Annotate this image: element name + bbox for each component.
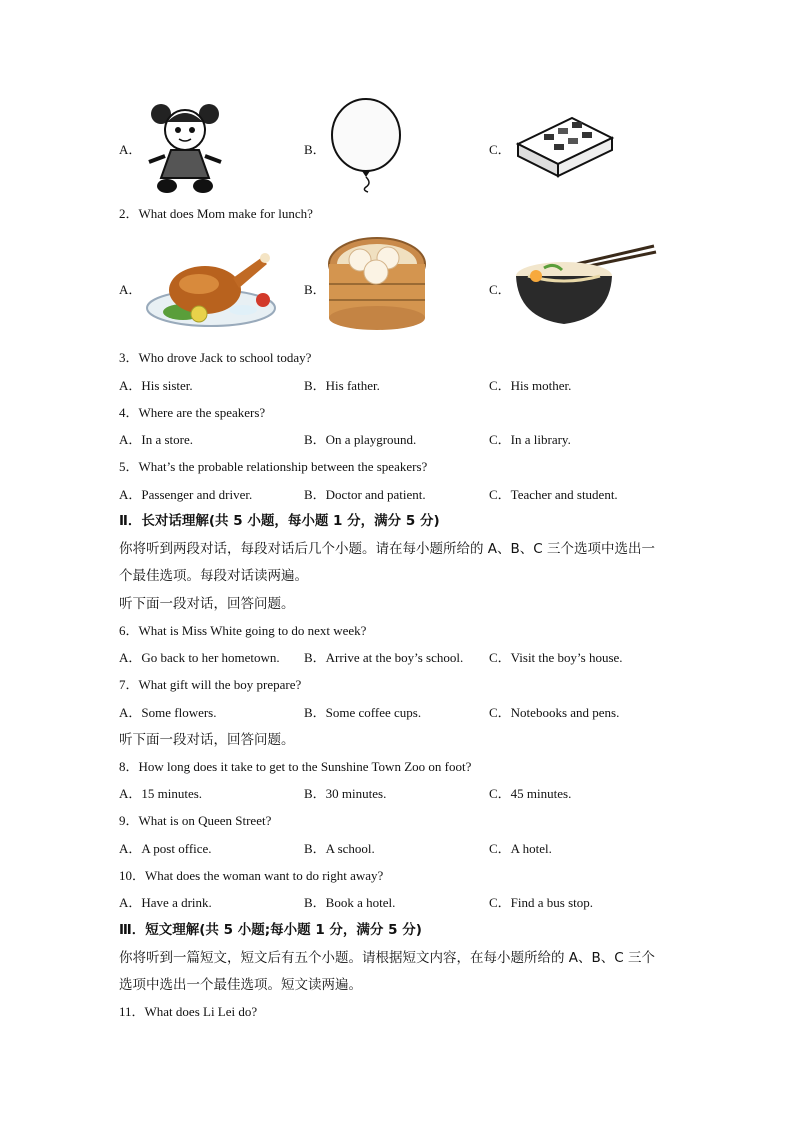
- q4-option-c: C．In a library.: [489, 432, 571, 447]
- q6-question: 6．What is Miss White going to do next week?: [119, 623, 367, 638]
- q7-option-b: B．Some coffee cups.: [304, 705, 422, 720]
- q1-option-a-label: A．: [119, 142, 142, 157]
- q1-option-b-label: B．: [304, 142, 326, 157]
- q9-option-a: A．A post office.: [119, 841, 212, 856]
- q10-option-c: C．Find a bus stop.: [489, 895, 594, 910]
- q6-option-c: C．Visit the boy’s house.: [489, 650, 623, 665]
- q4-option-a: A．In a store.: [119, 432, 194, 447]
- q3-option-b: B．His father.: [304, 378, 380, 393]
- q8-option-a: A．15 minutes.: [119, 786, 203, 801]
- q2-option-a-label: A．: [119, 282, 142, 297]
- q9-option-c: C．A hotel.: [489, 841, 552, 856]
- q7-question: 7．What gift will the boy prepare?: [119, 677, 302, 692]
- q10-question: 10．What does the woman want to do right away?: [119, 868, 384, 883]
- roast-chicken-icon: [143, 238, 279, 330]
- section-2-title: Ⅱ．长对话理解(共 5 小题，每小题 1 分，满分 5 分): [119, 513, 440, 529]
- section-3-instruction-1: 你将听到一篇短文，短文后有五个小题。请根据短文内容，在每小题所给的 A、B、C 三个: [119, 950, 656, 966]
- q5-option-a: A．Passenger and driver.: [119, 487, 253, 502]
- section-2-instruction-2: 个最佳选项。每段对话读两遍。: [119, 568, 308, 584]
- q8-question: 8．How long does it take to get to the Sunshine Town Zoo on foot?: [119, 759, 472, 774]
- q2-option-b-label: B．: [304, 282, 326, 297]
- q4-question: 4．Where are the speakers?: [119, 405, 266, 420]
- q5-option-b: B．Doctor and patient.: [304, 487, 426, 502]
- section-3-title: Ⅲ．短文理解(共 5 小题;每小题 1 分，满分 5 分): [119, 922, 422, 938]
- q2-option-c-label: C．: [489, 282, 511, 297]
- q8-option-c: C．45 minutes.: [489, 786, 572, 801]
- q7-option-c: C．Notebooks and pens.: [489, 705, 620, 720]
- q4-option-b: B．On a playground.: [304, 432, 417, 447]
- q5-option-c: C．Teacher and student.: [489, 487, 618, 502]
- q11-question: 11．What does Li Lei do?: [119, 1004, 258, 1019]
- q10-option-a: A．Have a drink.: [119, 895, 212, 910]
- section-2-listen-1: 听下面一段对话，回答问题。: [119, 596, 295, 612]
- q2-question: 2．What does Mom make for lunch?: [119, 206, 313, 221]
- q5-question: 5．What’s the probable relationship between the speakers?: [119, 459, 428, 474]
- q6-option-b: B．Arrive at the boy’s school.: [304, 650, 464, 665]
- noodle-bowl-icon: [514, 242, 658, 328]
- section-2-listen-2: 听下面一段对话，回答问题。: [119, 732, 295, 748]
- section-3-instruction-2: 选项中选出一个最佳选项。短文读两遍。: [119, 977, 362, 993]
- section-2-instruction-1: 你将听到两段对话，每段对话后几个小题。请在每小题所给的 A、B、C 三个选项中选出一: [119, 541, 656, 557]
- q9-question: 9．What is on Queen Street?: [119, 813, 272, 828]
- q6-option-a: A．Go back to her hometown.: [119, 650, 280, 665]
- q7-option-a: A．Some flowers.: [119, 705, 217, 720]
- steamed-buns-icon: [326, 234, 428, 332]
- q9-option-b: B．A school.: [304, 841, 375, 856]
- paint-box-icon: [514, 104, 616, 184]
- q1-option-c-label: C．: [489, 142, 511, 157]
- q10-option-b: B．Book a hotel.: [304, 895, 396, 910]
- doll-icon: [143, 100, 227, 195]
- balloon-icon: [328, 97, 404, 193]
- q3-question: 3．Who drove Jack to school today?: [119, 350, 312, 365]
- q3-option-a: A．His sister.: [119, 378, 193, 393]
- q8-option-b: B．30 minutes.: [304, 786, 387, 801]
- q3-option-c: C．His mother.: [489, 378, 572, 393]
